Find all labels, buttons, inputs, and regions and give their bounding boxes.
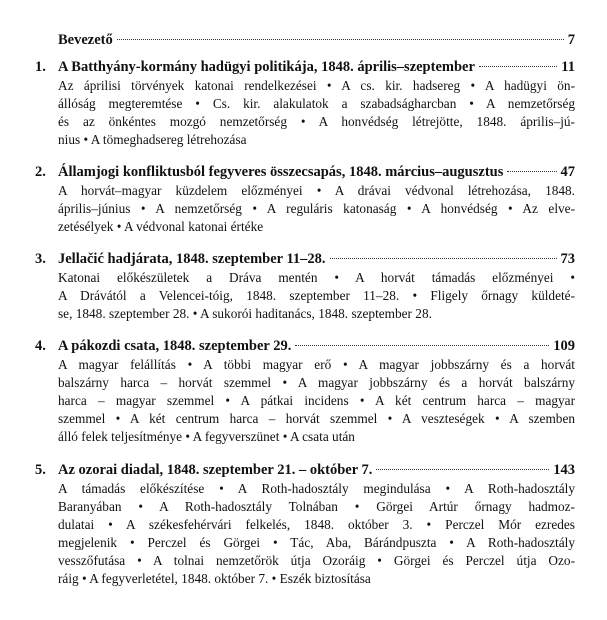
dot-leader [376, 469, 549, 470]
entry-title: Bevezető [58, 32, 113, 48]
summary-line: se, 1848. szeptember 28. • A sukorói haditanács, 1848. szeptember 28. [58, 306, 432, 321]
summary-line: zetésélyek • A védvonal katonai értéke [58, 219, 264, 234]
entry-page-number: 143 [553, 462, 575, 478]
chapter-number: 2. [35, 164, 46, 180]
summary-line: álló felek teljesítménye • A fegyverszünet • A csata után [58, 429, 355, 444]
summary-line: A magyar felállítás • A többi magyar erő • A magyar jobbszárny és a horvát [58, 357, 575, 372]
summary-line: A Drávától a Velencei-tóig, 1848. szeptember 11–28. • Fligely őrnagy küldeté- [58, 288, 575, 303]
dot-leader [295, 345, 549, 346]
summary-line: megjelenik • Perczel és Görgei • Tác, Aba, Bárándpuszta • A Roth-hadosztály [58, 535, 575, 550]
summary-line: szemmel • A két centrum harca – horvát szemmel • A veszteségek • A szemben [58, 411, 575, 426]
chapter-number: 4. [35, 338, 46, 354]
entry-page-number: 11 [561, 59, 575, 75]
summary-line: A horvát–magyar küzdelem előzményei • A drávai védvonal létrehozása, 1848. [58, 183, 575, 198]
dot-leader [117, 39, 564, 40]
chapter-summary [58, 480, 575, 588]
entry-title: A pákozdi csata, 1848. szeptember 29. [58, 338, 292, 354]
toc-entry-chapter-5 [35, 460, 575, 588]
entry-page-number: 47 [560, 164, 575, 180]
chapter-summary [58, 356, 575, 446]
summary-line: balszárny harca – horvát szemmel • A magyar jobbszárny és a horvát balszárny [58, 375, 575, 390]
entry-page-number: 73 [560, 251, 575, 267]
entry-title: Államjogi konfliktusból fegyveres összecsapás, 1848. március–augusztus [58, 164, 504, 180]
entry-page-number: 109 [553, 338, 575, 354]
summary-line: és az önkéntes mozgó nemzetőrség • A honvédség létrejötte, 1848. április–jú- [58, 114, 575, 129]
summary-line: harca – magyar szemmel • A pátkai incidens • A két centrum harca – magyar [58, 393, 575, 408]
summary-line: állóság megteremtése • Cs. kir. alakulatok a szabadságharcban • A nemzetőrség [58, 96, 575, 111]
entry-title: A Batthyány-kormány hadügyi politikája, 1848. április–szeptember [58, 59, 475, 75]
dot-leader [507, 171, 556, 172]
summary-line: nius • A tömeghadsereg létrehozása [58, 132, 247, 147]
entry-title: Az ozorai diadal, 1848. szeptember 21. – október 7. [58, 462, 373, 478]
summary-line: vesszőfutása • A tolnai nemzetőrök útja Ozoráig • Görgei és Perczel útja Ozo- [58, 553, 575, 568]
chapter-summary [58, 182, 575, 236]
summary-line: április–június • A nemzetőrség • A reguláris katonaság • A honvédség • Az elve- [58, 201, 575, 216]
summary-line: A támadás előkészítése • A Roth-hadosztály megindulása • A Roth-hadosztály [58, 481, 575, 496]
chapter-number: 3. [35, 251, 46, 267]
chapter-number: 5. [35, 462, 46, 478]
chapter-summary [58, 77, 575, 149]
chapter-summary [58, 269, 575, 323]
dot-leader [479, 66, 557, 67]
chapter-number: 1. [35, 59, 46, 75]
toc-entry-chapter-3 [35, 249, 575, 323]
dot-leader [330, 258, 557, 259]
entry-page-number: 7 [567, 32, 575, 48]
summary-line: Katonai előkészületek a Dráva mentén • A horvát támadás előzményei • [58, 270, 575, 285]
summary-line: Az áprilisi törvények katonai rendelkezései • A cs. kir. hadsereg • A hadügyi ön- [58, 78, 575, 93]
toc-entry-intro [35, 30, 575, 50]
summary-line: Baranyában • A Roth-hadosztály Tolnában • Görgei Artúr őrnagy hadmoz- [58, 499, 575, 514]
summary-line: ráig • A fegyverletétel, 1848. október 7. • Eszék biztosítása [58, 571, 371, 586]
toc-entry-chapter-1 [35, 57, 575, 149]
summary-line: dulatai • A székesfehérvári felkelés, 1848. október 3. • Perczel Mór ezredes [58, 517, 575, 532]
toc-entry-chapter-2 [35, 162, 575, 236]
entry-title: Jellačić hadjárata, 1848. szeptember 11–28. [58, 251, 326, 267]
toc-entry-chapter-4 [35, 336, 575, 446]
